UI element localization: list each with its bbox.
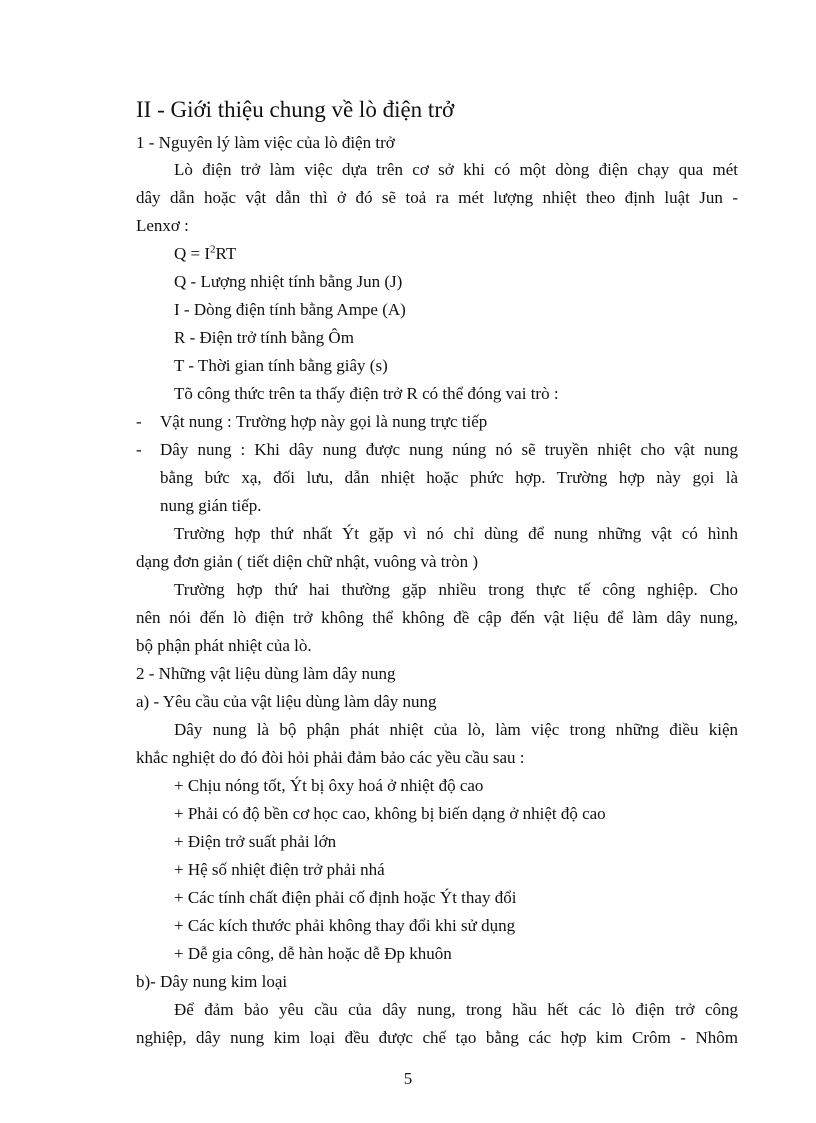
part-b-line-1: Để đảm bảo yêu cầu của dây nung, trong hầu hết các lò điện trở công [174,1000,738,1019]
definition-q: Q - Lượng nhiệt tính bằng Jun (J) [174,272,403,291]
definition-r: R - Điện trở tính bằng Ôm [174,328,354,347]
requirement-item: + Hệ số nhiệt điện trở phải nhá [174,860,385,879]
part-b-title: b)- Dây nung kim loại [136,972,288,991]
intro-line-3: Lenxơ : [136,216,189,235]
formula-exponent: 2 [210,243,216,256]
bullet-1: Vật nung : Trường hợp này gọi là nung trực tiếp [160,412,488,431]
formula [174,243,236,265]
requirement-item: + Các kích thước phải không thay đổi khi sử dụng [174,916,516,935]
definition-i: I - Dòng điện tính bằng Ampe (A) [174,300,406,319]
requirement-item: + Phải có độ bền cơ học cao, không bị biến dạng ở nhiệt độ cao [174,804,606,823]
case2-line-3: bộ phận phát nhiệt của lò. [136,636,312,655]
part-a-title: a) - Yêu cầu của vật liệu dùng làm dây nung [136,692,437,711]
section-title: II - Giới thiệu chung về lò điện trở [136,97,455,122]
case1-line-2: dạng đơn giản ( tiết diện chữ nhật, vuông và tròn ) [136,552,479,571]
bullet-marker-2: - [136,440,142,459]
requirement-item: + Điện trở suất phải lớn [174,832,337,851]
definition-t: T - Thời gian tính bằng giây (s) [174,356,388,375]
bullet-2-line-3: nung gián tiếp. [160,496,262,515]
bullet-marker-1: - [136,412,142,431]
part-b-line-2: nghiệp, dây nung kim loại đều được chế tạo bằng các hợp kim Crôm - Nhôm [136,1028,738,1047]
intro-line-1: Lò điện trở làm việc dựa trên cơ sở khi có một dòng điện chạy qua mét [174,160,738,179]
formula-right: RT [215,244,237,263]
requirement-item: + Dễ gia công, dễ hàn hoặc dễ Ðp khuôn [174,944,452,963]
case1-line-1: Trường hợp thứ nhất Ýt gặp vì nó chỉ dùng để nung những vật có hình [174,524,738,543]
requirement-item: + Chịu nóng tốt, Ýt bị ôxy hoá ở nhiệt độ cao [174,776,484,795]
part-a-intro-line-2: khắc nghiệt do đó đòi hỏi phải đảm bảo các yều cầu sau : [136,748,525,767]
formula-left: Q = I [174,244,211,263]
conclusion: Tõ công thức trên ta thấy điện trở R có thể đóng vai trò : [174,384,559,403]
case2-line-2: nên nói đến lò điện trở không thể không đề cập đến vật liệu để làm dây nung, [136,608,738,627]
part-a-intro-line-1: Dây nung là bộ phận phát nhiệt của lò, làm việc trong những điều kiện [174,720,738,739]
case2-line-1: Trường hợp thứ hai thường gặp nhiều trong thực tế công nghiệp. Cho [174,580,738,599]
subsection-2-title: 2 - Những vật liệu dùng làm dây nung [136,664,396,683]
requirement-item: + Các tính chất điện phải cố định hoặc Ýt thay đổi [174,888,517,907]
page-number: 5 [403,1069,413,1088]
bullet-2-line-2: bằng bức xạ, đối lưu, dẫn nhiệt hoặc phức hợp. Trường hợp này gọi là [160,468,738,487]
bullet-2-line-1: Dây nung : Khi dây nung được nung núng nó sẽ truyền nhiệt cho vật nung [160,440,738,459]
subsection-1-title: 1 - Nguyên lý làm việc của lò điện trở [136,133,395,152]
intro-line-2: dây dẫn hoặc vật dẫn thì ở đó sẽ toả ra mét lượng nhiệt theo định luật Jun - [136,188,738,207]
